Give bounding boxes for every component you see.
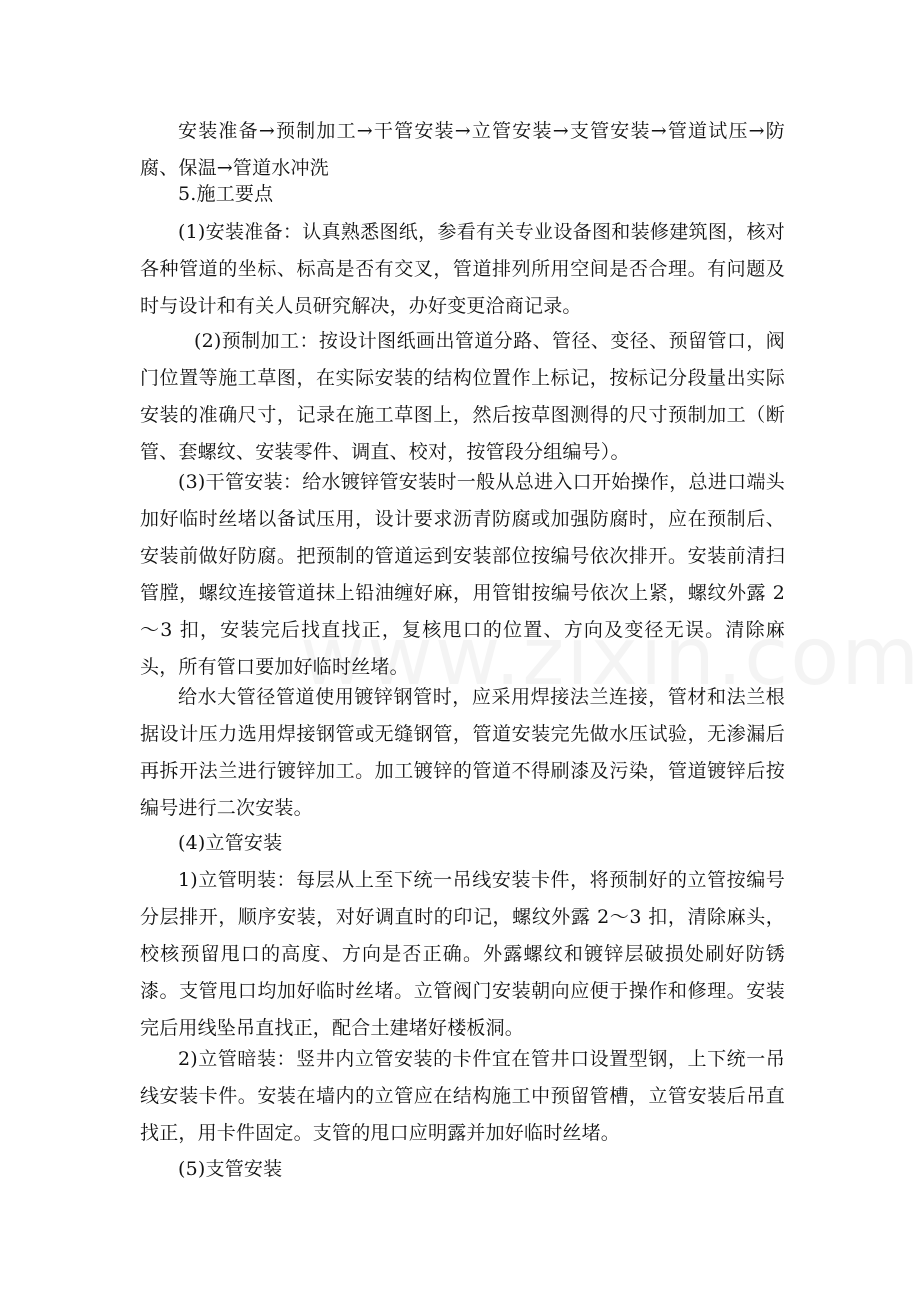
paragraph-main-pipe-installation — [140, 464, 785, 686]
heading-text: (4)立管安装 — [178, 832, 283, 854]
heading-text: 5.施工要点 — [178, 183, 274, 205]
heading-text: (5)支管安装 — [178, 1158, 283, 1180]
paragraph-text: (2)预制加工：按设计图纸画出管道分路、管径、变径、预留管口，阀门位置等施工草图，在实际安装的结构位置作上标记，按标记分段量出实际安装的准确尺寸，记录在施工草图上，然后按草图测得的尺寸预制加工（断管、套螺纹、安装零件、调直、校对，按管段分组编号）。 — [140, 330, 785, 463]
paragraph-text: 安装准备→预制加工→干管安装→立管安装→支管安装→管道试压→防腐、保温→管道水冲洗 — [140, 120, 785, 179]
subheading-riser-installation — [140, 825, 785, 862]
subheading-branch-installation — [140, 1151, 785, 1188]
paragraph-concealed-riser — [140, 1041, 785, 1152]
paragraph-prefabrication — [140, 323, 785, 471]
paragraph-text: (3)干管安装：给水镀锌管安装时一般从总进入口开始操作，总进口端头加好临时丝堵以备试压用，设计要求沥青防腐或加强防腐时，应在预制后、安装前做好防腐。把预制的管道运到安装部位按编号依次排开。安装前清扫管膛，螺纹连接管道抹上铅油缠好麻，用管钳按编号依次上紧，螺纹外露 2～3 扣，安装完后找直找正，复核甩口的位置、方向及变径无误。清除麻头，所有管口要加好临时丝堵。 — [140, 471, 785, 678]
paragraph-text: 1)立管明装：每层从上至下统一吊线安装卡件，将预制好的立管按编号分层排开，顺序安装，对好调直时的印记，螺纹外露 2～3 扣，清除麻头，校核预留甩口的高度、方向是否正确。外露螺纹和镀锌层破损处刷好防锈漆。支管甩口均加好临时丝堵。立管阀门安装朝向应便于操作和修理。安装完后用线坠吊直找正，配合土建堵好楼板洞。 — [140, 869, 785, 1039]
paragraph-exposed-riser — [140, 862, 785, 1047]
paragraph-large-diameter-pipe — [140, 679, 785, 827]
paragraph-text: (1)安装准备：认真熟悉图纸，参看有关专业设备图和装修建筑图，核对各种管道的坐标、标高是否有交叉，管道排列所用空间是否合理。有问题及时与设计和有关人员研究解决，办好变更洽商记录。 — [140, 221, 785, 317]
paragraph-text: 给水大管径管道使用镀锌钢管时，应采用焊接法兰连接，管材和法兰根据设计压力选用焊接钢管或无缝钢管，管道安装完先做水压试验，无渗漏后再拆开法兰进行镀锌加工。加工镀锌的管道不得刷漆及污染，管道镀锌后按编号进行二次安装。 — [140, 686, 785, 819]
section-heading-construction-points — [140, 176, 785, 213]
paragraph-installation-preparation — [140, 214, 785, 325]
paragraph-text: 2)立管暗装：竖井内立管安装的卡件宜在管井口设置型钢，上下统一吊线安装卡件。安装在墙内的立管应在结构施工中预留管槽，立管安装后吊直找正，用卡件固定。支管的甩口应明露并加好临时丝堵。 — [140, 1048, 785, 1144]
